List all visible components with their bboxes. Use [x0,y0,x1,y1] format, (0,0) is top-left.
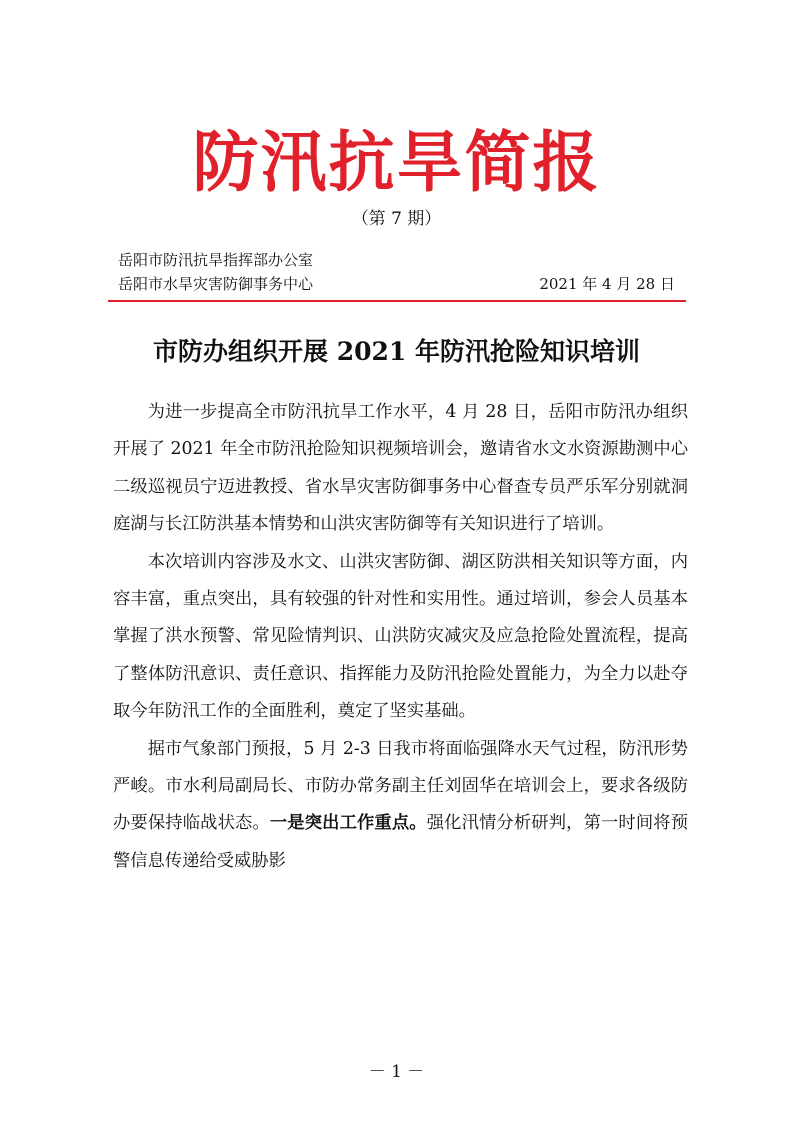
issue-number: （第 7 期） [351,209,442,229]
paragraph-2: 本次培训内容涉及水文、山洪灾害防御、湖区防洪相关知识等方面，内容丰富，重点突出，具有较强的针对性和实用性。通过培训，参会人员基本掌握了洪水预警、常见险情判识、山洪防灾减灾及应急抢险处置流程，提高了整体防汛意识、责任意识、指挥能力及防汛抢险处置能力，为全力以赴夺取今年防汛工作的全面胜利，奠定了坚实基础。 [113,551,688,722]
issuer-org-1: 岳阳市防汛抗旱指挥部办公室 [118,251,314,269]
article-body [113,394,688,880]
paragraph-3-tail: 强化汛情分析研判，第一时间将预警信息传递给受威胁影 [113,813,688,871]
masthead-title: 防汛抗旱简报 [192,123,601,201]
issue-date: 2021 年 4 月 28 日 [539,275,675,293]
paragraph-3-lead: 据市气象部门预报，5 月 2-3 日我市将面临强降水天气过程，防汛形势严峻。市水利局副局长、市防办常务副主任刘固华在培训会上，要求各级防办要保持临战状态。 [113,738,688,834]
paragraph-1: 为进一步提高全市防汛抗旱工作水平，4 月 28 日，岳阳市防汛办组织开展了 2021 年全市防汛抢险知识视频培训会，邀请省水文水资源勘测中心二级巡视员宁迈进教授、省水旱灾害防御事务中心督查专员严乐军分别就洞庭湖与长江防洪基本情势和山洪灾害防御等有关知识进行了培训。 [113,402,688,535]
paragraph-3 [113,731,688,881]
red-divider-line [108,300,686,302]
paragraph-3-emphasis: 一是突出工作重点。 [269,813,427,834]
page-number: － 1 － [368,1062,425,1082]
issuer-org-2: 岳阳市水旱灾害防御事务中心 [118,275,314,293]
article-headline: 市防办组织开展 2021 年防汛抢险知识培训 [153,337,640,366]
